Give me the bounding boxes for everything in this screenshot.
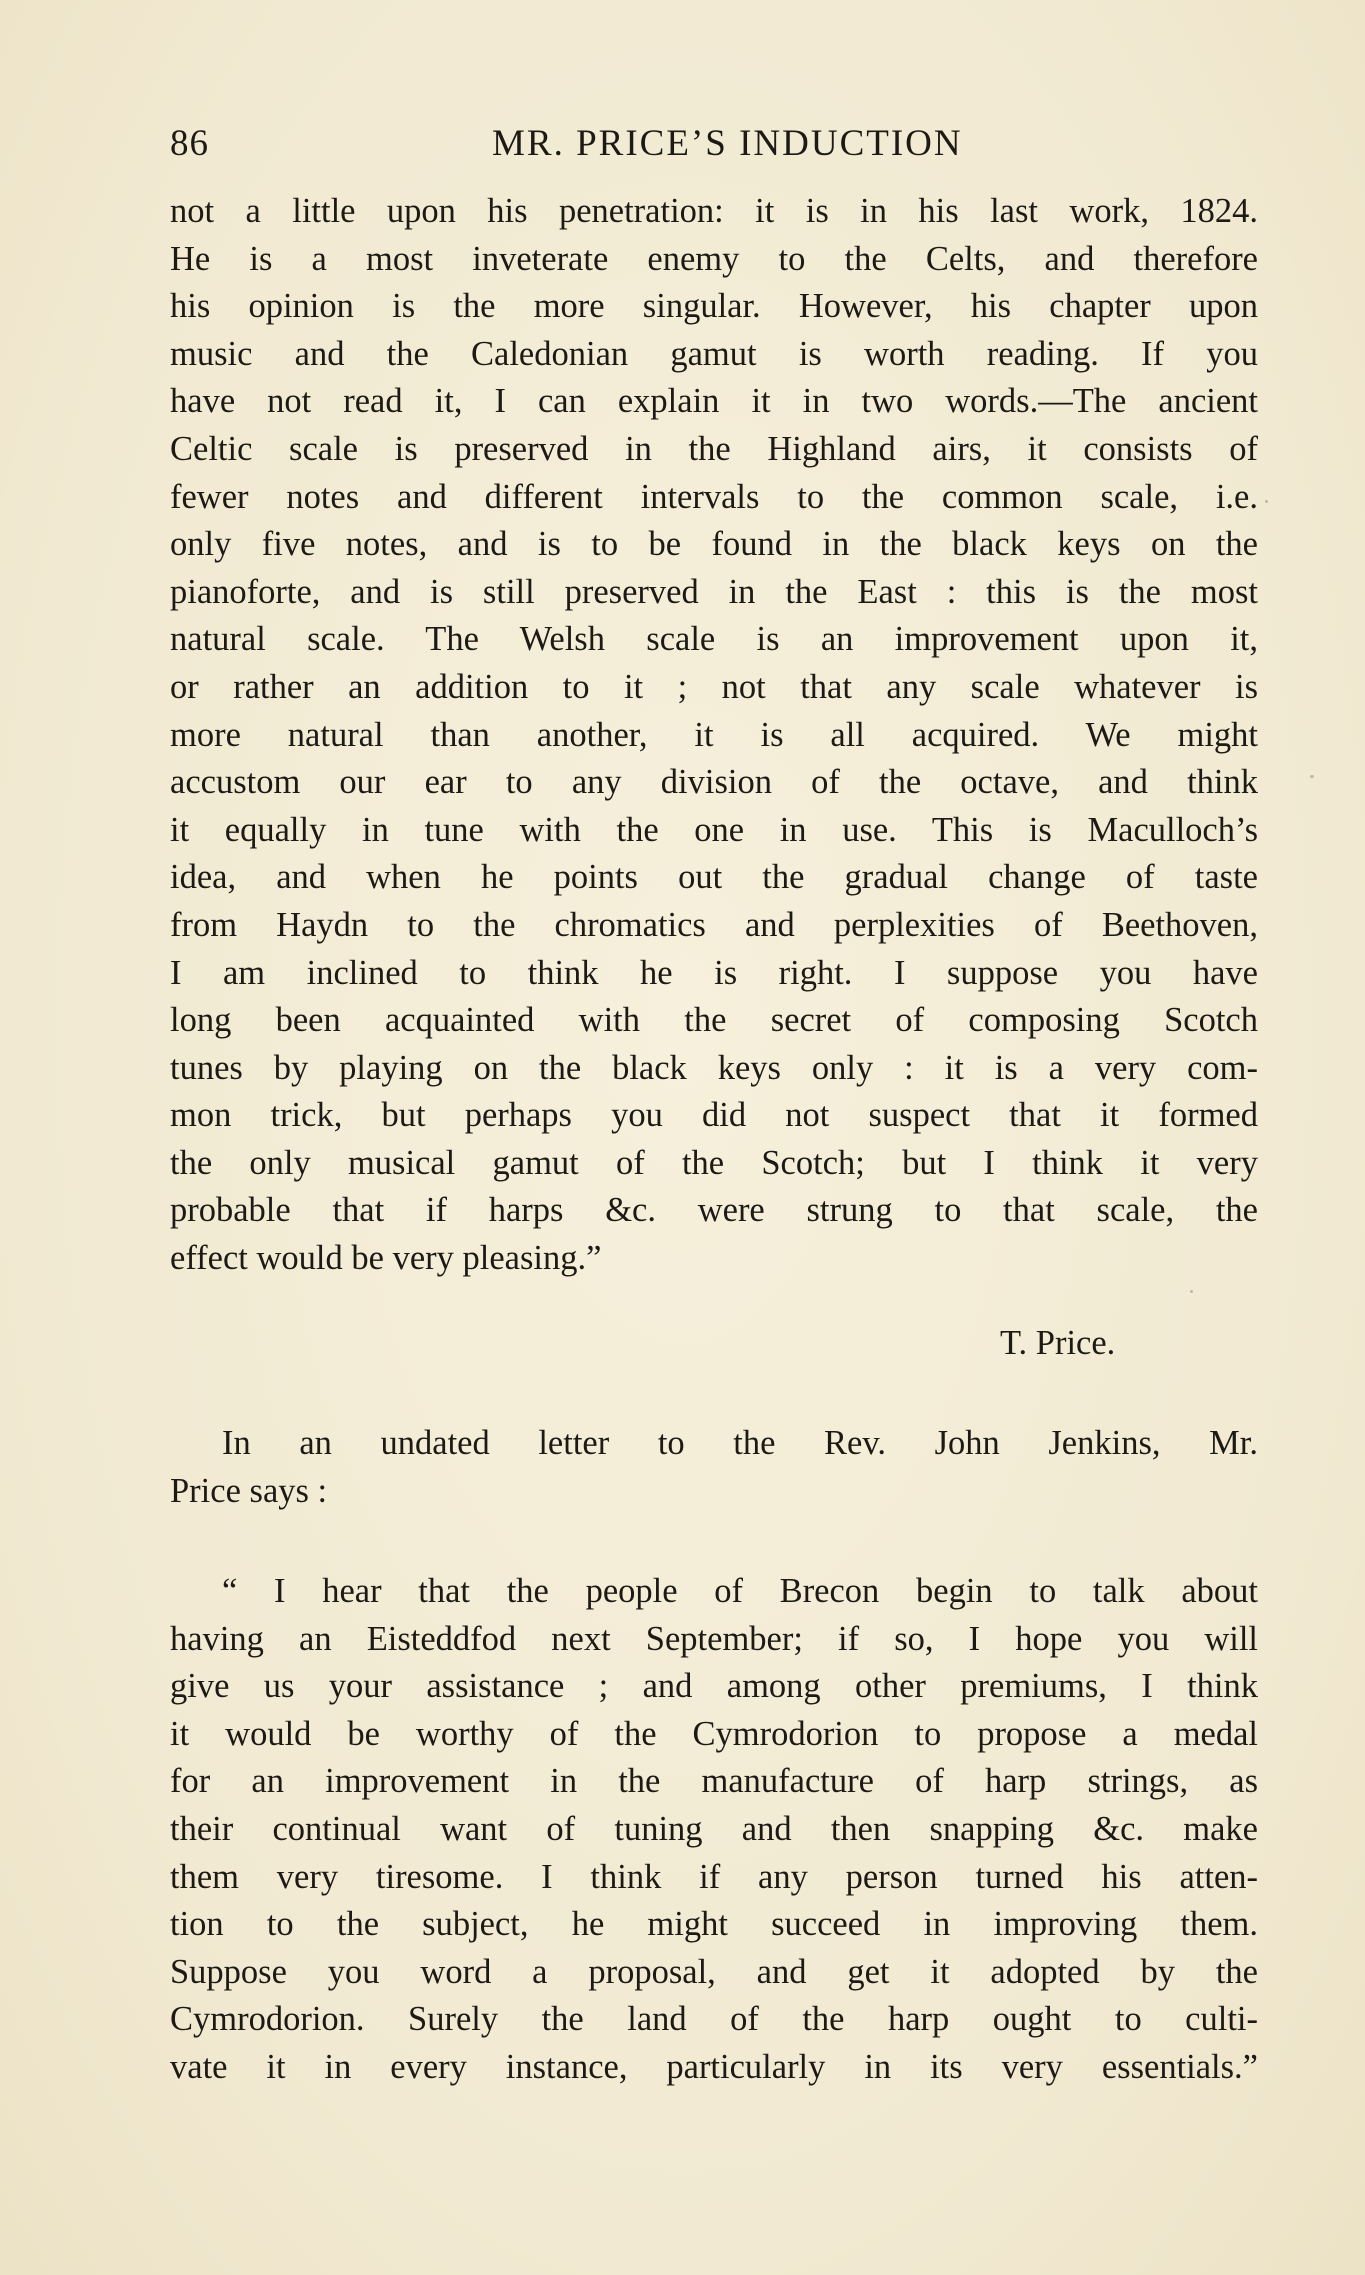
page-number: 86	[170, 123, 209, 164]
running-title: MR. PRICE’S INDUCTION	[492, 123, 963, 164]
text-line: music and the Caledonian gamut is worth reading. If you	[170, 334, 1258, 373]
text-line: Celtic scale is preserved in the Highland airs, it consists of	[170, 429, 1258, 468]
text-line: fewer notes and different intervals to the common scale, i.e.	[170, 477, 1258, 516]
text-line: not a little upon his penetration: it is in his last work, 1824.	[170, 192, 1258, 230]
text-line: the only musical gamut of the Scotch; but I think it very	[170, 1143, 1258, 1182]
text-line: He is a most inveterate enemy to the Celts, and therefore	[170, 239, 1258, 278]
text-line: their continual want of tuning and then snapping &c. make	[170, 1809, 1258, 1848]
text-line: effect would be very pleasing.”	[170, 1239, 602, 1278]
text-line: Price says :	[170, 1471, 328, 1510]
text-line: for an improvement in the manufacture of harp strings, as	[170, 1762, 1258, 1801]
paper-speck	[1265, 500, 1268, 503]
text-line: probable that if harps &c. were strung to that scale, the	[170, 1191, 1258, 1230]
text-line: natural scale. The Welsh scale is an improvement upon it,	[170, 620, 1258, 659]
text-line: give us your assistance ; and among other premiums, I think	[170, 1667, 1258, 1706]
text-line: vate it in every instance, particularly in its very essentials.”	[170, 2047, 1258, 2086]
text-line: it equally in tune with the one in use. This is Maculloch’s	[170, 810, 1258, 849]
text-line: idea, and when he points out the gradual change of taste	[170, 858, 1258, 897]
text-line: them very tiresome. I think if any person turned his atten-	[170, 1857, 1258, 1896]
paragraph-quoted-letter	[170, 1568, 1258, 2092]
text-line: accustom our ear to any division of the octave, and think	[170, 763, 1258, 802]
page-header	[170, 122, 1258, 182]
text-line: Cymrodorion. Surely the land of the harp ought to culti-	[170, 2000, 1258, 2039]
text-line: tion to the subject, he might succeed in improving them.	[170, 1905, 1258, 1944]
text-line: “ I hear that the people of Brecon begin to talk about	[222, 1572, 1258, 1610]
text-line: it would be worthy of the Cymrodorion to propose a medal	[170, 1714, 1258, 1753]
text-line: tunes by playing on the black keys only : it is a very com-	[170, 1048, 1258, 1087]
text-line: Suppose you word a proposal, and get it adopted by the	[170, 1952, 1258, 1991]
text-line: have not read it, I can explain it in two words.—The ancient	[170, 382, 1258, 421]
text-line: from Haydn to the chromatics and perplexities of Beethoven,	[170, 905, 1258, 944]
paper-speck	[1190, 1290, 1193, 1293]
text-line: I am inclined to think he is right. I suppose you have	[170, 953, 1258, 992]
text-line: long been acquainted with the secret of composing Scotch	[170, 1001, 1258, 1040]
text-line: more natural than another, it is all acquired. We might	[170, 715, 1258, 754]
text-line: In an undated letter to the Rev. John Jenkins, Mr.	[222, 1424, 1258, 1462]
text-line: only five notes, and is to be found in the black keys on the	[170, 525, 1258, 564]
paragraph-undated-letter-intro	[170, 1420, 1258, 1515]
text-line: or rather an addition to it ; not that any scale whatever is	[170, 667, 1258, 706]
signature-t-price: T. Price.	[1000, 1324, 1116, 1362]
text-line: having an Eisteddfod next September; if so, I hope you will	[170, 1619, 1258, 1658]
paper-speck	[1310, 775, 1314, 778]
text-line: his opinion is the more singular. However, his chapter upon	[170, 287, 1258, 326]
text-line: pianoforte, and is still preserved in the East : this is the most	[170, 572, 1258, 611]
text-line: mon trick, but perhaps you did not suspect that it formed	[170, 1096, 1258, 1135]
paragraph-letter-continuation	[170, 188, 1258, 1283]
